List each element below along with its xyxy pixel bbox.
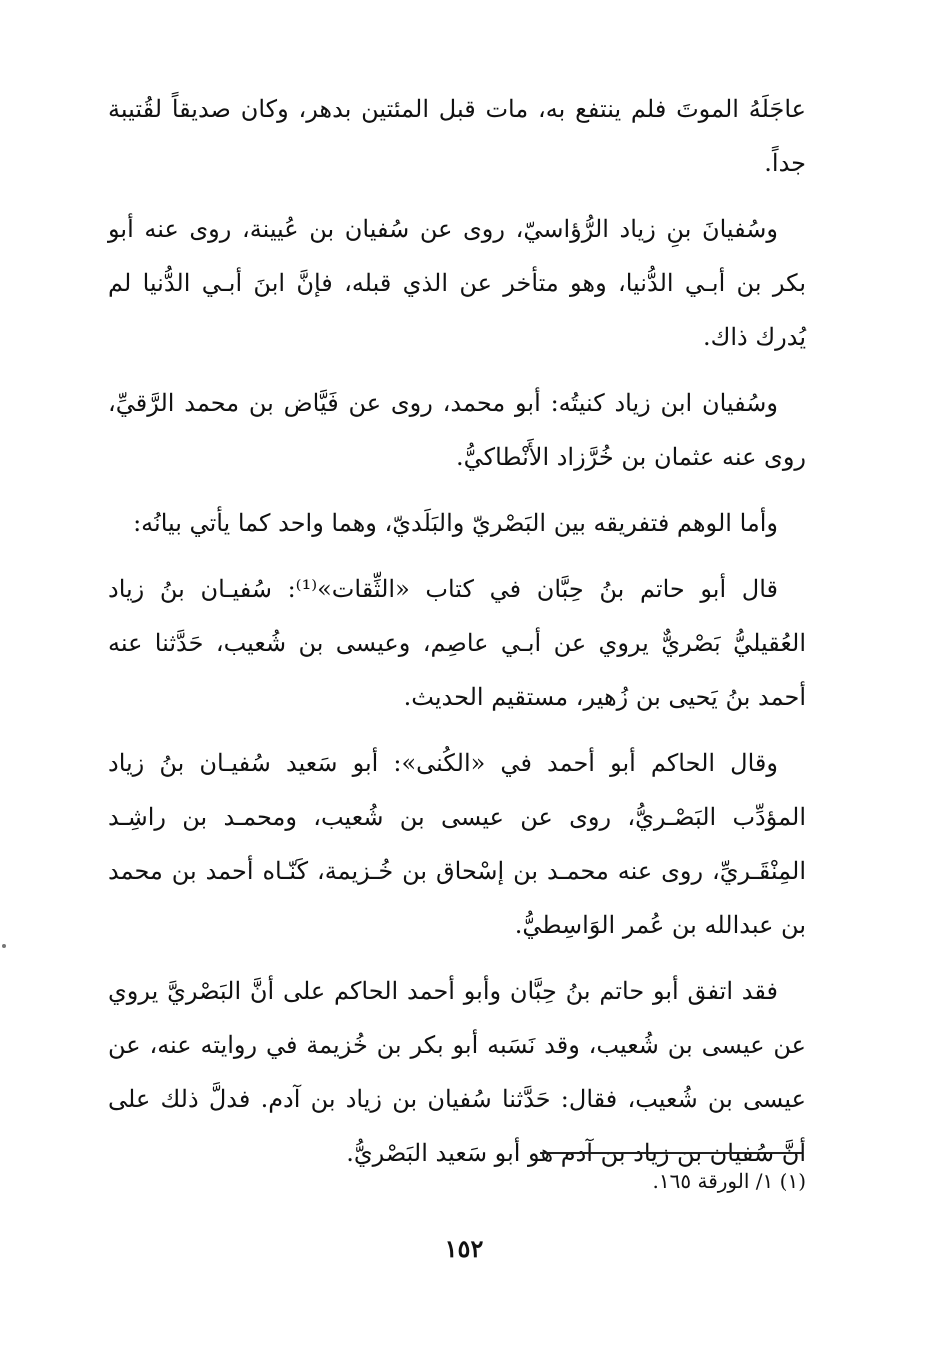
paragraph-7: فقد اتفق أبو حاتم بنُ حِبَّان وأبو أحمد الحاكم على أنَّ البَصْريَّ يروي عن عيسى بن شُعيب، وقد نَسَبه أبو بكر بن خُزيمة في روايته عنه، عن عيسى بن شُعيب، فقال: حَدَّثنا سُفيان بن زياد بن آدم. فدلَّ ذلك على أنَّ سُفيان بن زياد بن آدم هو أبو سَعيد البَصْريُّ. <box>108 977 806 1167</box>
paragraph-4: وأما الوهم فتفريقه بين البَصْريّ والبَلَديّ، وهما واحد كما يأتي بيانُه: <box>133 509 778 537</box>
paragraph-1: عاجَلَهُ الموتَ فلم ينتفع به، مات قبل المئتين بدهر، وكان صديقاً لقُتيبة جداً. <box>108 95 807 177</box>
scan-mark <box>2 944 6 948</box>
paragraph-2: وسُفيانَ بنِ زياد الرُّؤاسيّ، روى عن سُفيان بن عُيينة، روى عنه أبو بكر بن أبـي الدُّنيا، وهو متأخر عن الذي قبله، فإنَّ ابنَ أبـي الدُّنيا لم يُدرك ذاك. <box>108 215 807 351</box>
paragraph-5: قال أبو حاتم بنُ حِبَّان في كتاب «الثِّقات»⁽¹⁾: سُفيـان بنُ زياد العُقيليُّ بَصْريٌّ يروي عن أبـي عاصِم، وعيسى بن شُعيب، حَدَّثنا عنه أحمد بنُ يَحيى بن زُهير، مستقيم الحديث. <box>108 575 806 711</box>
main-text <box>108 82 806 1192</box>
paragraph-3: وسُفيان ابن زياد كنيتُه: أبو محمد، روى عن فَيَّاض بن محمد الرَّقيِّ، روى عنه عثمان بن خُرَّزاد الأَنْطاكيُّ. <box>108 389 806 471</box>
footnote: (١) ١/ الورقة ١٦٥. <box>652 1169 806 1193</box>
page-number: ١٥٢ <box>444 1234 484 1263</box>
paragraph-6: وقال الحاكم أبو أحمد في «الكُنى»: أبو سَعيد سُفيـان بنُ زياد المؤدِّب البَصْـريُّ، روى عن عيسى بن شُعيب، ومحمـد بن راشِـد المِنْقَـريِّ، روى عنه محمـد بن إسْحاق بن خُـزيمة، كَنّـاه أحمد بن محمد بن عبدالله بن عُمر الوَاسِطيُّ. <box>108 749 806 939</box>
footnote-divider <box>540 1152 802 1154</box>
